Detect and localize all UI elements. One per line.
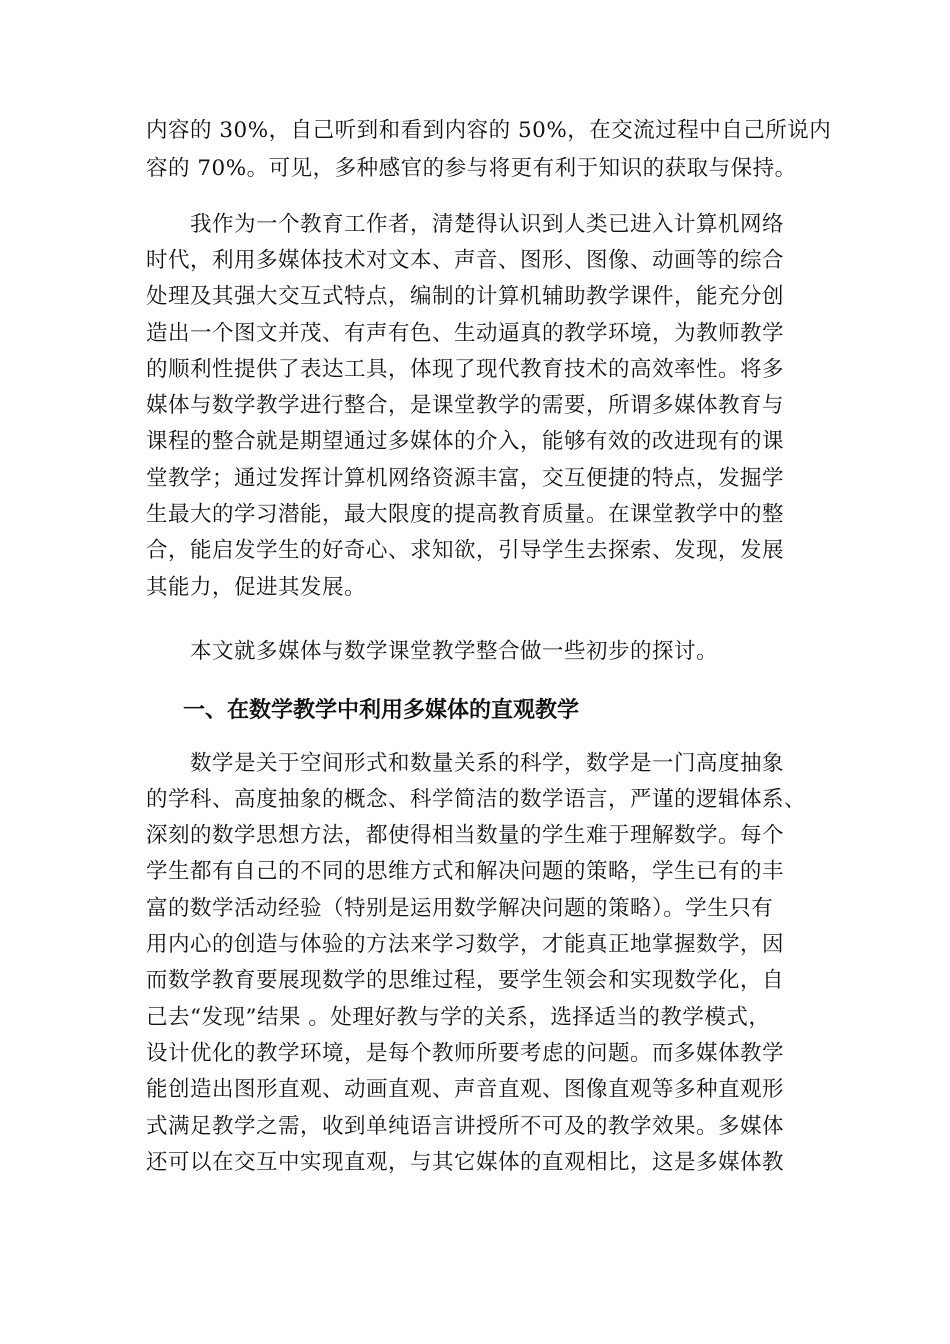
text-line: 容的 70%。可见，多种感官的参与将更有利于知识的获取与保持。 — [146, 156, 797, 181]
text-line: 学生都有自己的不同的思维方式和解决问题的策略，学生已有的丰 — [146, 859, 785, 884]
text-line: 其能力，促进其发展。 — [146, 575, 367, 600]
section-heading: 一、在数学教学中利用多媒体的直观教学 — [183, 698, 580, 723]
text-line: 生最大的学习潜能，最大限度的提高教育质量。在课堂教学中的整 — [146, 502, 785, 527]
text-line: 数学是关于空间形式和数量关系的科学，数学是一门高度抽象 — [146, 751, 785, 776]
text-line: 课程的整合就是期望通过多媒体的介入，能够有效的改进现有的课 — [146, 429, 785, 454]
text-line: 造出一个图文并茂、有声有色、生动逼真的教学环境，为教师教学 — [146, 321, 785, 346]
text-line: 富的数学活动经验（特别是运用数学解决问题的策略）。学生只有 — [146, 896, 774, 921]
text-line: 堂教学；通过发挥计算机网络资源丰富，交互便捷的特点，发掘学 — [146, 466, 785, 491]
text-line: 深刻的数学思想方法，都使得相当数量的学生难于理解数学。每个 — [146, 823, 785, 848]
text-line: 媒体与数学教学进行整合，是课堂教学的需要，所谓多媒体教育与 — [146, 393, 785, 418]
text-line: 设计优化的教学环境，是每个教师所要考虑的问题。而多媒体教学 — [146, 1041, 785, 1066]
text-line: 的学科、高度抽象的概念、科学简洁的数学语言，严谨的逻辑体系、 — [146, 787, 807, 812]
text-line: 内容的 30%，自己听到和看到内容的 50%，在交流过程中自己所说内 — [146, 118, 832, 143]
text-line: 用内心的创造与体验的方法来学习数学，才能真正地掌握数学，因 — [146, 932, 785, 957]
text-line: 还可以在交互中实现直观，与其它媒体的直观相比，这是多媒体教 — [146, 1150, 785, 1175]
text-line: 能创造出图形直观、动画直观、声音直观、图像直观等多种直观形 — [146, 1077, 785, 1102]
text-line: 己去“发现”结果 。处理好教与学的关系，选择适当的教学模式， — [146, 1005, 771, 1030]
text-line: 的顺利性提供了表达工具，体现了现代教育技术的高效率性。将多 — [146, 357, 785, 382]
text-line: 时代，利用多媒体技术对文本、声音、图形、图像、动画等的综合 — [146, 248, 785, 273]
text-line: 处理及其强大交互式特点，编制的计算机辅助教学课件，能充分创 — [146, 284, 785, 309]
text-line: 式满足教学之需，收到单纯语言讲授所不可及的教学效果。多媒体 — [146, 1114, 785, 1139]
text-line: 合，能启发学生的好奇心、求知欲，引导学生去探索、发现，发展 — [146, 538, 785, 563]
text-line: 而数学教育要展现数学的思维过程，要学生领会和实现数学化，自 — [146, 968, 785, 993]
text-line: 本文就多媒体与数学课堂教学整合做一些初步的探讨。 — [146, 639, 719, 664]
text-line: 我作为一个教育工作者，清楚得认识到人类已进入计算机网络 — [146, 212, 785, 237]
